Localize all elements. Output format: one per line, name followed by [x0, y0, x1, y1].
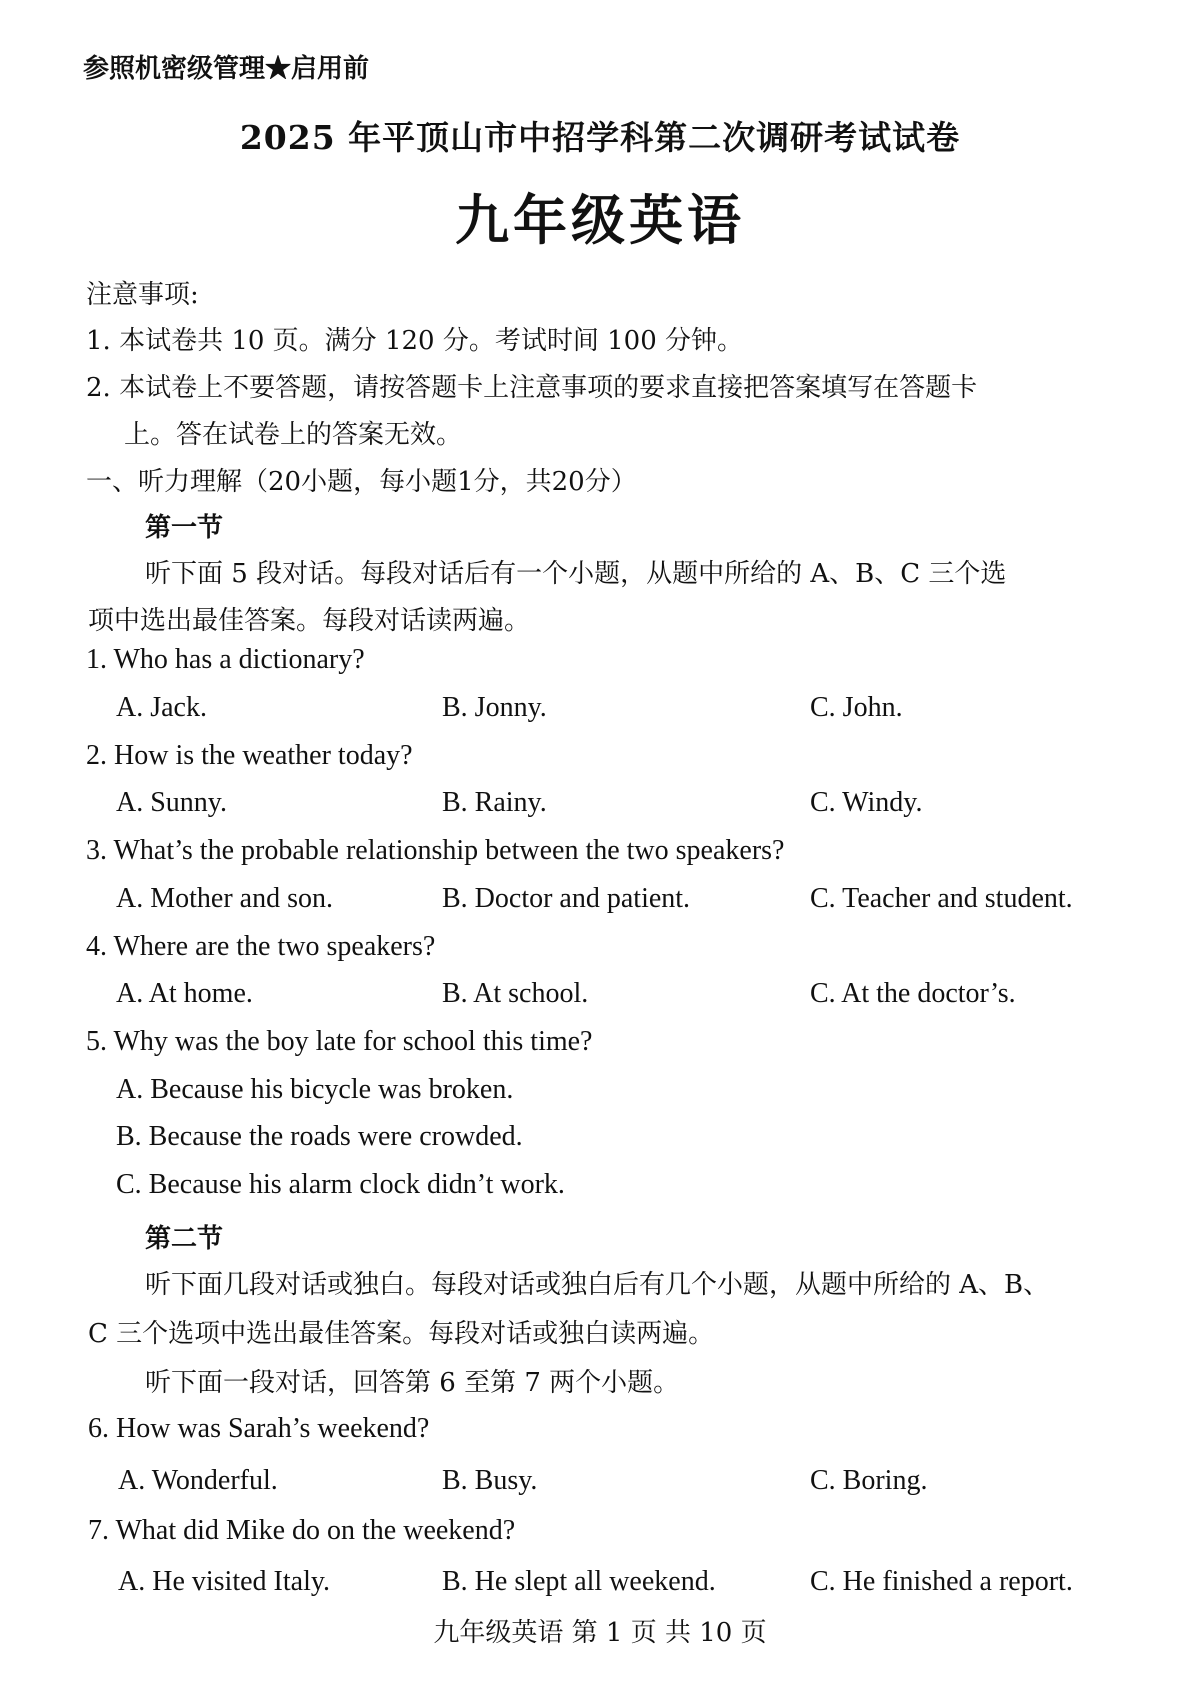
- question-3-stem: 3. What’s the probable relationship between the two speakers?: [86, 835, 785, 866]
- note-item-2-line-2: 上。答在试卷上的答案无效。: [124, 420, 463, 450]
- part-2-instruction-line-2: C 三个选项中选出最佳答案。每段对话或独白读两遍。: [88, 1319, 715, 1349]
- question-3-option-b: B. Doctor and patient.: [442, 883, 691, 914]
- question-4-option-c: C. At the doctor’s.: [810, 978, 1016, 1009]
- part-2-heading: 第二节: [145, 1224, 224, 1254]
- note-item-2-line-1: 2. 本试卷上不要答题，请按答题卡上注意事项的要求直接把答案填写在答题卡: [86, 373, 978, 403]
- question-3-option-c: C. Teacher and student.: [810, 883, 1073, 914]
- question-4-stem: 4. Where are the two speakers?: [86, 931, 436, 962]
- question-7-option-b: B. He slept all weekend.: [442, 1566, 716, 1597]
- section-1-heading: 一、听力理解（20小题，每小题1分，共20分）: [86, 467, 637, 497]
- part-2-instruction-line-1: 听下面几段对话或独白。每段对话或独白后有几个小题，从题中所给的 A、B、: [145, 1270, 1050, 1300]
- exam-title: 2025 年平顶山市中招学科第二次调研考试试卷: [239, 118, 961, 157]
- part-1-instruction-line-1: 听下面 5 段对话。每段对话后有一个小题，从题中所给的 A、B、C 三个选: [145, 559, 1007, 589]
- question-3-option-a: A. Mother and son.: [116, 883, 333, 914]
- question-6-option-c: C. Boring.: [810, 1465, 928, 1496]
- notes-heading: 注意事项:: [86, 280, 199, 310]
- question-5-option-a: A. Because his bicycle was broken.: [116, 1074, 514, 1105]
- part-1-instruction-line-2: 项中选出最佳答案。每段对话读两遍。: [88, 606, 531, 636]
- question-7-option-c: C. He finished a report.: [810, 1566, 1073, 1597]
- question-5-option-c: C. Because his alarm clock didn’t work.: [116, 1169, 565, 1200]
- confidentiality-label: 参照机密级管理★启用前: [83, 54, 370, 84]
- question-2-option-a: A. Sunny.: [116, 787, 227, 818]
- question-6-option-a: A. Wonderful.: [118, 1465, 278, 1496]
- question-1-option-a: A. Jack.: [116, 692, 207, 723]
- page-footer: 九年级英语 第 1 页 共 10 页: [433, 1618, 767, 1648]
- part-1-heading: 第一节: [145, 513, 224, 543]
- question-5-option-b: B. Because the roads were crowded.: [116, 1121, 523, 1152]
- question-1-option-b: B. Jonny.: [442, 692, 547, 723]
- part-2-sub-instruction: 听下面一段对话，回答第 6 至第 7 两个小题。: [145, 1368, 680, 1398]
- question-2-stem: 2. How is the weather today?: [86, 740, 413, 771]
- note-item-1: 1. 本试卷共 10 页。满分 120 分。考试时间 100 分钟。: [86, 326, 743, 356]
- question-2-option-c: C. Windy.: [810, 787, 923, 818]
- question-7-stem: 7. What did Mike do on the weekend?: [88, 1515, 516, 1546]
- question-7-option-a: A. He visited Italy.: [118, 1566, 331, 1597]
- question-6-option-b: B. Busy.: [442, 1465, 538, 1496]
- question-2-option-b: B. Rainy.: [442, 787, 547, 818]
- question-6-stem: 6. How was Sarah’s weekend?: [88, 1413, 430, 1444]
- question-4-option-a: A. At home.: [116, 978, 253, 1009]
- question-4-option-b: B. At school.: [442, 978, 589, 1009]
- subject-title: 九年级英语: [455, 188, 745, 252]
- question-1-stem: 1. Who has a dictionary?: [86, 644, 365, 675]
- question-1-option-c: C. John.: [810, 692, 903, 723]
- question-5-stem: 5. Why was the boy late for school this time?: [86, 1026, 593, 1057]
